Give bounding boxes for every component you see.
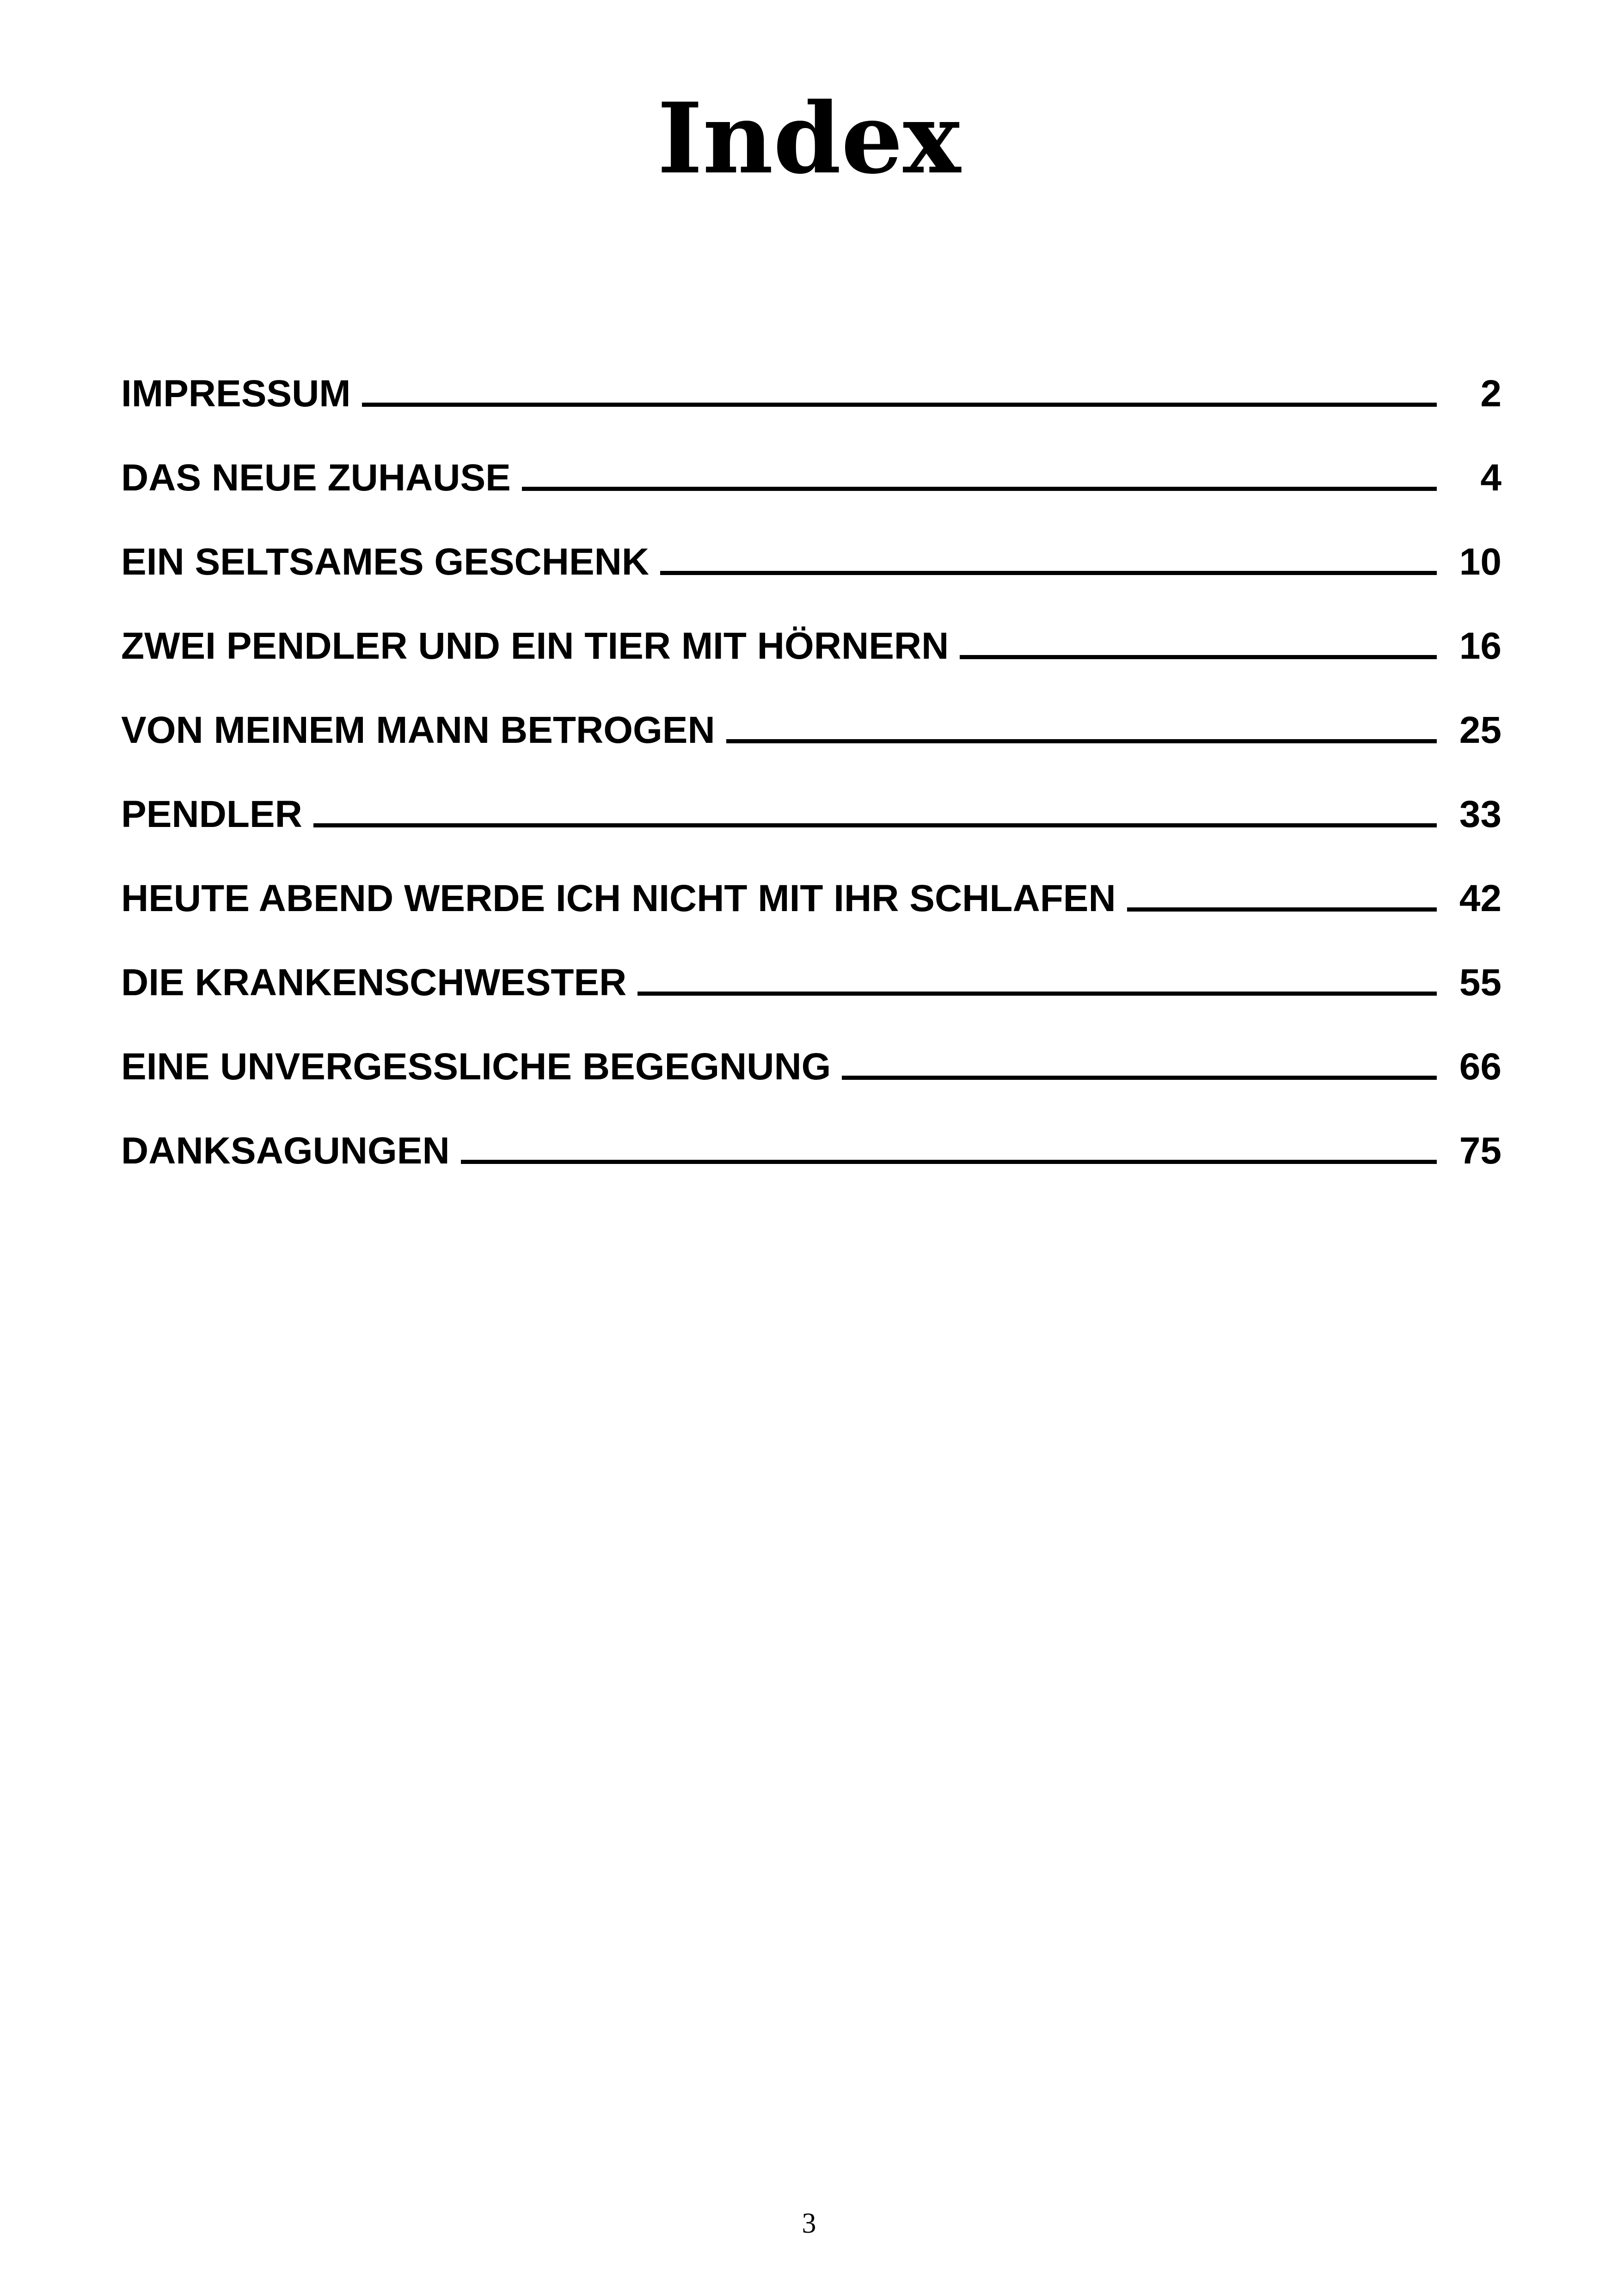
toc-leader-line (726, 701, 1437, 743)
toc-leader-line (960, 617, 1437, 659)
toc-entry-die-krankenschwester[interactable] (121, 922, 1502, 1006)
toc-entry-page: 42 (1459, 877, 1502, 919)
toc-entry-label: HEUTE ABEND WERDE ICH NICHT MIT IHR SCHLAFEN (121, 877, 1116, 919)
toc-leader-line (637, 954, 1437, 996)
toc-entry-impressum[interactable] (121, 333, 1502, 417)
toc-entry-zwei-pendler[interactable] (121, 585, 1502, 669)
toc-entry-page: 33 (1459, 793, 1502, 835)
toc-leader-line (362, 365, 1437, 407)
toc-leader-line (660, 533, 1437, 575)
toc-entry-page: 2 (1480, 373, 1502, 415)
toc-entry-label: EIN SELTSAMES GESCHENK (121, 541, 650, 583)
page-number: 3 (802, 2208, 816, 2239)
toc-leader-line (522, 449, 1437, 491)
toc-entry-label: DAS NEUE ZUHAUSE (121, 457, 511, 499)
toc-leader-line (313, 785, 1437, 827)
toc-leader-line (842, 1038, 1437, 1080)
toc-entry-pendler[interactable] (121, 753, 1502, 838)
toc-entry-label: DANKSAGUNGEN (121, 1130, 450, 1172)
toc-entry-das-neue-zuhause[interactable] (121, 417, 1502, 501)
toc-entry-page: 55 (1459, 961, 1502, 1004)
toc-entry-page: 75 (1459, 1130, 1502, 1172)
toc-leader-line (461, 1122, 1437, 1164)
toc-entry-page: 25 (1459, 709, 1502, 751)
toc-entry-page: 4 (1480, 457, 1502, 499)
toc-entry-label: DIE KRANKENSCHWESTER (121, 961, 627, 1004)
page-title: Index (657, 81, 961, 196)
toc-entry-label: PENDLER (121, 793, 302, 835)
toc-entry-page: 10 (1459, 541, 1502, 583)
toc-leader-line (1127, 869, 1437, 912)
toc-entry-label: ZWEI PENDLER UND EIN TIER MIT HÖRNERN (121, 625, 949, 667)
table-of-contents (121, 333, 1502, 1174)
toc-entry-page: 66 (1459, 1046, 1502, 1088)
toc-entry-label: IMPRESSUM (121, 373, 351, 415)
toc-entry-von-meinem-mann-betrogen[interactable] (121, 669, 1502, 753)
toc-entry-eine-unvergessliche-begegnung[interactable] (121, 1006, 1502, 1090)
toc-entry-label: VON MEINEM MANN BETROGEN (121, 709, 715, 751)
toc-entry-heute-abend[interactable] (121, 838, 1502, 922)
toc-entry-danksagungen[interactable] (121, 1090, 1502, 1174)
toc-entry-label: EINE UNVERGESSLICHE BEGEGNUNG (121, 1046, 831, 1088)
toc-entry-page: 16 (1459, 625, 1502, 667)
toc-entry-ein-seltsames-geschenk[interactable] (121, 501, 1502, 585)
